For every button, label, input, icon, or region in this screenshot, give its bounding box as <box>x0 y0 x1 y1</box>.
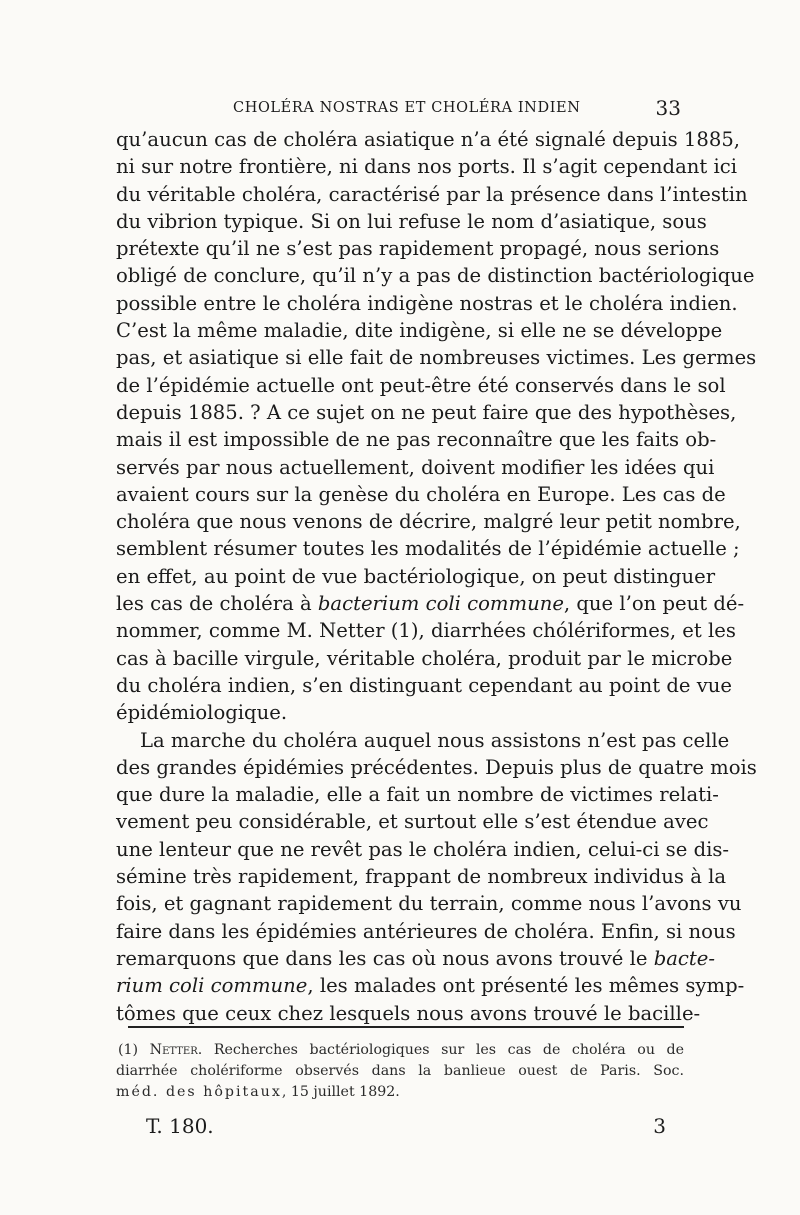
text-line: des grandes épidémies précédentes. Depuis plus de quatre mois <box>116 755 757 779</box>
text-line: une lenteur que ne revêt pas le choléra indien, celui-ci se dis- <box>116 837 730 861</box>
text-run: , les malades ont présenté les mêmes symp- <box>307 974 745 998</box>
text-line: vement peu considérable, et surtout elle s’est étendue avec <box>116 810 709 834</box>
running-title: CHOLÉRA NOSTRAS ET CHOLÉRA INDIEN <box>233 100 581 116</box>
footnote-line <box>116 1082 684 1103</box>
footnote <box>116 1040 684 1103</box>
footnote-rule <box>128 1026 684 1028</box>
text-run: remarquons que dans les cas où nous avons trouvé le <box>116 946 654 970</box>
body-text <box>116 126 757 1027</box>
text-line: du choléra indien, s’en distinguant cependant au point de vue <box>116 673 732 697</box>
text-line-with-italic <box>116 972 745 999</box>
signature-mark: T. 180. <box>146 1114 214 1138</box>
text-run: les cas de choléra à <box>116 592 318 616</box>
text-line: obligé de conclure, qu’il n’y a pas de distinction bactériologique <box>116 264 755 288</box>
text-line: fois, et gagnant rapidement du terrain, comme nous l’avons vu <box>116 892 742 916</box>
text-line: depuis 1885. ? A ce sujet on ne peut faire que des hypothèses, <box>116 400 737 424</box>
footnote-journal: méd. des hôpitaux <box>116 1084 282 1100</box>
sheet-number: 3 <box>653 1114 666 1138</box>
page-footer <box>146 1114 666 1140</box>
text-line: du vibrion typique. Si on lui refuse le nom d’asiatique, sous <box>116 209 707 233</box>
text-line: nommer, comme M. Netter (1), diarrhées chólériformes, et les <box>116 619 736 643</box>
paragraph-end-line: épidémiologique. <box>116 701 288 725</box>
text-line: que dure la maladie, elle a fait un nombre de victimes relati- <box>116 783 719 807</box>
text-line: tômes que ceux chez lesquels nous avons trouvé le bacille- <box>116 1001 701 1025</box>
footnote-line: diarrhée cholériforme observés dans la banlieue ouest de Paris. Soc. <box>116 1063 684 1079</box>
text-line: pas, et asiatique si elle fait de nombreuses victimes. Les germes <box>116 346 757 370</box>
text-line: avaient cours sur la genèse du choléra en Europe. Les cas de <box>116 482 726 506</box>
text-line: en effet, au point de vue bactériologique, on peut distinguer <box>116 564 716 588</box>
text-line: sémine très rapidement, frappant de nombreux individus à la <box>116 865 727 889</box>
page-number: 33 <box>655 96 681 120</box>
text-line: possible entre le choléra indigène nostras et le choléra indien. <box>116 291 738 315</box>
text-line: semblent résumer toutes les modalités de l’épidémie actuelle ; <box>116 537 740 561</box>
text-line: cas à bacille virgule, véritable choléra, produit par le microbe <box>116 646 733 670</box>
text-run: . Recherches bactériologiques sur les cas de choléra ou de <box>197 1042 684 1058</box>
italic-term: bacterium coli commune <box>317 592 564 616</box>
italic-term: rium coli commune <box>116 974 308 998</box>
text-line: prétexte qu’il ne s’est pas rapidement propagé, nous serions <box>116 237 720 261</box>
text-run: , que l’on peut dé- <box>563 592 745 616</box>
text-line: servés par nous actuellement, doivent modifier les idées qui <box>116 455 715 479</box>
text-line: faire dans les épidémies antérieures de choléra. Enfin, si nous <box>116 919 736 943</box>
text-line: mais il est impossible de ne pas reconnaître que les faits ob- <box>116 428 717 452</box>
footnote-marker: (1) <box>118 1042 150 1058</box>
text-line-with-italic <box>116 590 745 617</box>
text-line: de l’épidémie actuelle ont peut-être été conservés dans le sol <box>116 373 726 397</box>
italic-term: bacte- <box>653 946 715 970</box>
paragraph-start-line: La marche du choléra auquel nous assistons n’est pas celle <box>140 728 730 752</box>
text-line: ni sur notre frontière, ni dans nos ports. Il s’agit cependant ici <box>116 155 737 179</box>
text-line: du véritable choléra, caractérisé par la présence dans l’intestin <box>116 182 748 206</box>
text-run: , 15 juillet 1892. <box>281 1084 400 1100</box>
running-head <box>115 98 685 122</box>
text-line-with-italic <box>116 945 715 972</box>
footnote-author: Netter <box>149 1042 198 1058</box>
footnote-line <box>116 1040 684 1061</box>
text-line: qu’aucun cas de choléra asiatique n’a été signalé depuis 1885, <box>116 128 741 151</box>
text-line: choléra que nous venons de décrire, malgré leur petit nombre, <box>116 510 741 534</box>
text-line: C’est la même maladie, dite indigène, si elle ne se développe <box>116 319 723 343</box>
